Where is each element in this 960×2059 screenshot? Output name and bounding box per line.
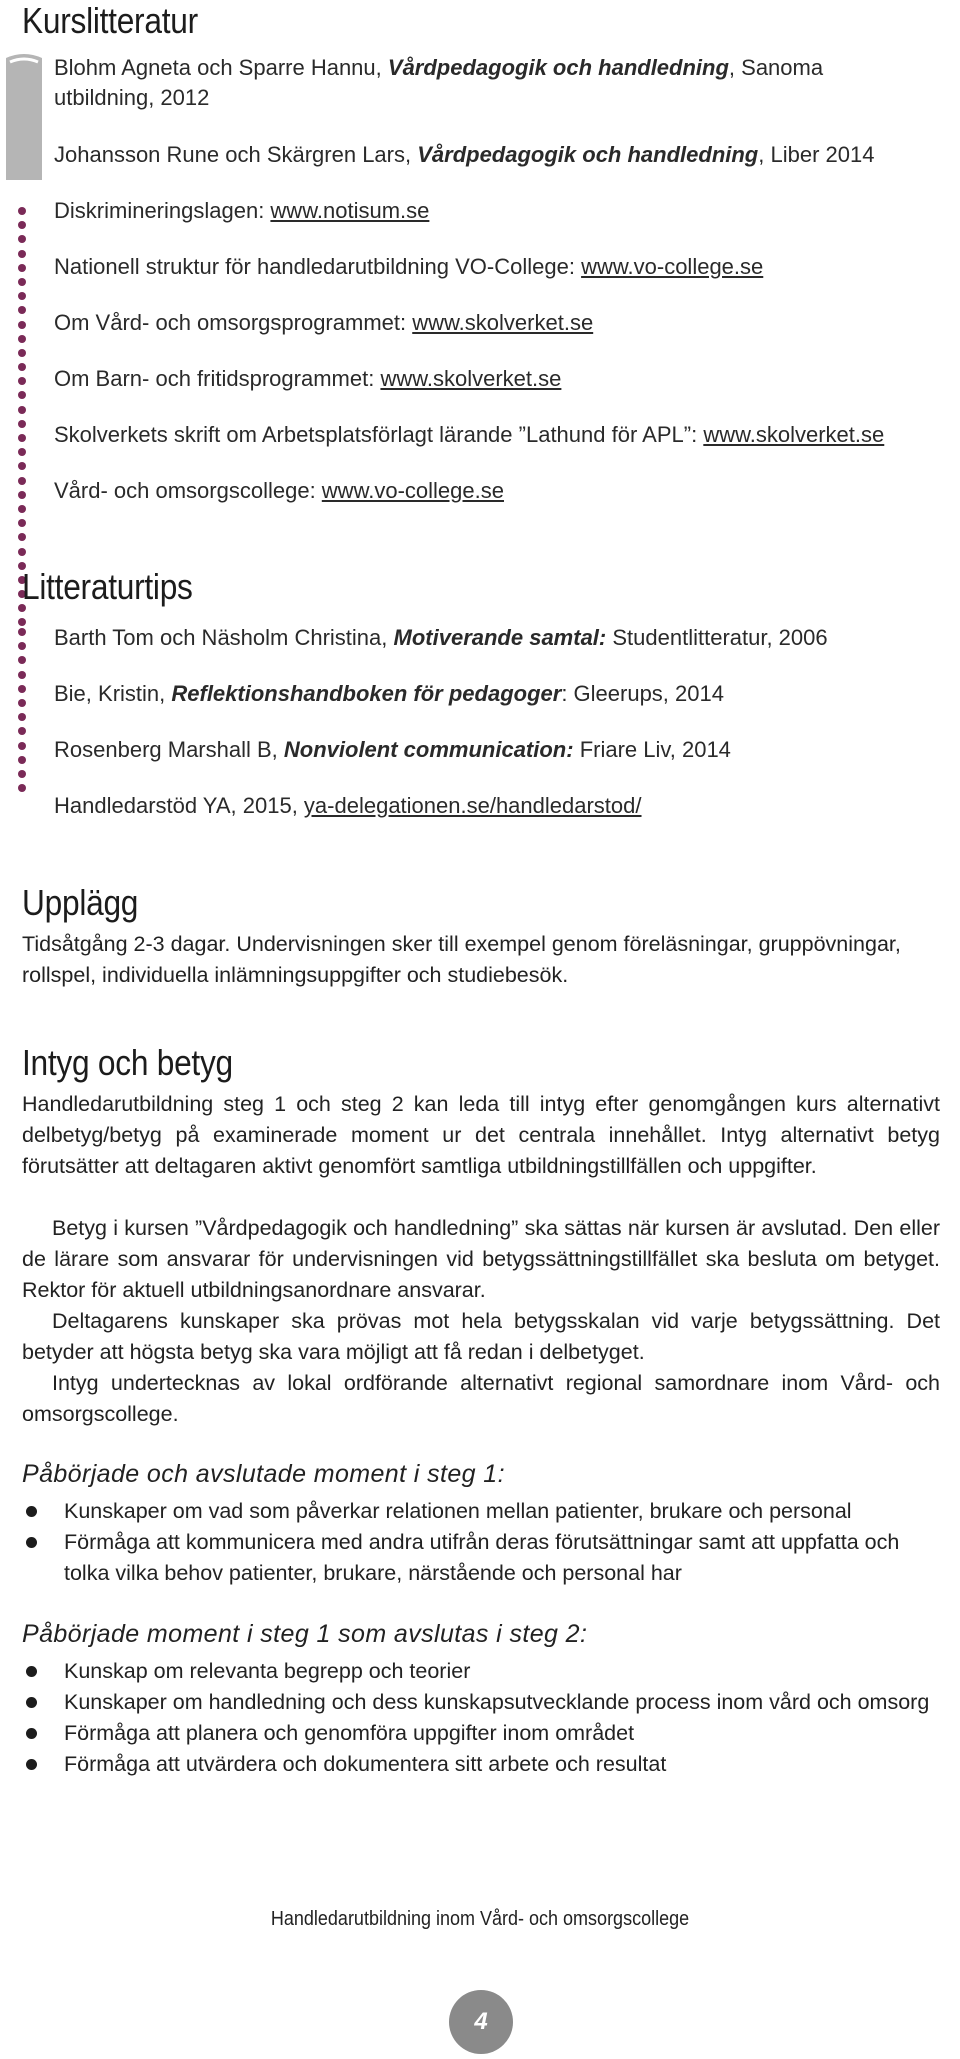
bullet-icon xyxy=(26,1759,37,1770)
bullet-icon xyxy=(26,1506,37,1517)
bullet-icon xyxy=(26,1728,37,1739)
decorative-dots xyxy=(18,628,28,798)
section-title-litteraturtips: Litteraturtips xyxy=(22,566,193,607)
list-item: Förmåga att planera och genomföra uppgifter inom området xyxy=(22,1718,942,1749)
web-link[interactable]: ya-delegationen.se/handledarstod/ xyxy=(303,793,642,818)
bullet-icon xyxy=(26,1697,37,1708)
web-link[interactable]: www.skolverket.se xyxy=(412,310,594,335)
intyg-paragraph: Handledarutbildning steg 1 och steg 2 kan leda till intyg efter genomgången kurs alternativt delbetyg/betyg på examinerade moment ur det centrala innehållet. Intyg alternativt betyg förutsätter att deltagaren aktivt genomfört samtliga utbildningstillfällen och uppgifter. xyxy=(22,1092,940,1178)
steg2-list xyxy=(22,1656,942,1780)
steg1-list xyxy=(22,1496,942,1589)
list-item: Kunskaper om handledning och dess kunskapsutvecklande process inom vård och omsorg xyxy=(22,1687,942,1718)
web-link[interactable]: www.skolverket.se xyxy=(703,422,885,447)
section-title-upplagg: Upplägg xyxy=(22,882,139,923)
reference-link-line: Skolverkets skrift om Arbetsplatsförlagt lärande ”Lathund för APL”: www.skolverket.se xyxy=(54,422,885,447)
web-link[interactable]: www.vo-college.se xyxy=(581,254,764,279)
web-link[interactable]: www.skolverket.se xyxy=(380,366,562,391)
intyg-paragraph: Deltagarens kunskaper ska prövas mot hela betygsskalan vid varje betygssättning. Det betyder att högsta betyg ska vara möjligt att få redan i delbetyget. xyxy=(22,1309,940,1364)
section-title-intyg-och-betyg: Intyg och betyg xyxy=(22,1042,233,1083)
litteraturtips-item: Rosenberg Marshall B, Nonviolent communication: Friare Liv, 2014 xyxy=(54,737,731,762)
web-link[interactable]: www.vo-college.se xyxy=(321,478,504,503)
book-tab-icon xyxy=(4,52,44,180)
list-item: Kunskaper om vad som påverkar relationen mellan patienter, brukare och personal xyxy=(22,1496,942,1527)
section-title-kurslitteratur: Kurslitteratur xyxy=(22,0,198,41)
upplagg-text: Tidsåtgång 2-3 dagar. Undervisningen sker till exempel genom föreläsningar, gruppövningar, rollspel, individuella inlämningsuppgifter och studiebesök. xyxy=(22,932,901,987)
page-number: 4 xyxy=(449,1990,513,2054)
web-link[interactable]: www.notisum.se xyxy=(270,198,430,223)
list-item: Kunskap om relevanta begrepp och teorier xyxy=(22,1656,942,1687)
kurslitteratur-item: Johansson Rune och Skärgren Lars, Vårdpedagogik och handledning, Liber 2014 xyxy=(54,142,875,167)
kurslitteratur-item: Blohm Agneta och Sparre Hannu, Vårdpedagogik och handledning, Sanoma xyxy=(54,55,824,80)
reference-link-line: Om Barn- och fritidsprogrammet: www.skolverket.se xyxy=(54,366,562,391)
litteraturtips-item: Barth Tom och Näsholm Christina, Motiverande samtal: Studentlitteratur, 2006 xyxy=(54,625,828,650)
steg1-heading: Påbörjade och avslutade moment i steg 1: xyxy=(22,1460,505,1488)
intyg-paragraph: Betyg i kursen ”Vårdpedagogik och handledning” ska sättas när kursen är avslutad. Den eller de lärare som ansvarar för undervisningen vid betygssättningstillfället ska besluta om betyget. Rektor för aktuell utbildningsanordnare ansvarar. xyxy=(22,1216,940,1302)
page-footer: Handledarutbildning inom Vård- och omsorgscollege xyxy=(270,1908,690,1930)
reference-link-line: Diskrimineringslagen: www.notisum.se xyxy=(54,198,430,223)
steg2-heading: Påbörjade moment i steg 1 som avslutas i steg 2: xyxy=(22,1620,588,1648)
intyg-paragraph: Intyg undertecknas av lokal ordförande alternativt regional samordnare inom Vård- och omsorgscollege. xyxy=(22,1371,940,1426)
reference-link-line: Nationell struktur för handledarutbildning VO-College: www.vo-college.se xyxy=(54,254,764,279)
litteraturtips-item: Handledarstöd YA, 2015, ya-delegationen.se/handledarstod/ xyxy=(54,793,642,818)
bullet-icon xyxy=(26,1666,37,1677)
bullet-icon xyxy=(26,1537,37,1548)
litteraturtips-item: Bie, Kristin, Reflektionshandboken för pedagoger: Gleerups, 2014 xyxy=(54,681,724,706)
reference-link-line: Om Vård- och omsorgsprogrammet: www.skolverket.se xyxy=(54,310,594,335)
kurslitteratur-item-continued: utbildning, 2012 xyxy=(54,85,210,110)
list-item: Förmåga att utvärdera och dokumentera sitt arbete och resultat xyxy=(22,1749,942,1780)
reference-link-line: Vård- och omsorgscollege: www.vo-college.se xyxy=(54,478,504,503)
list-item: Förmåga att kommunicera med andra utifrån deras förutsättningar samt att uppfatta och tolka vilka behov patienter, brukare, närstående och personal har xyxy=(22,1527,942,1589)
